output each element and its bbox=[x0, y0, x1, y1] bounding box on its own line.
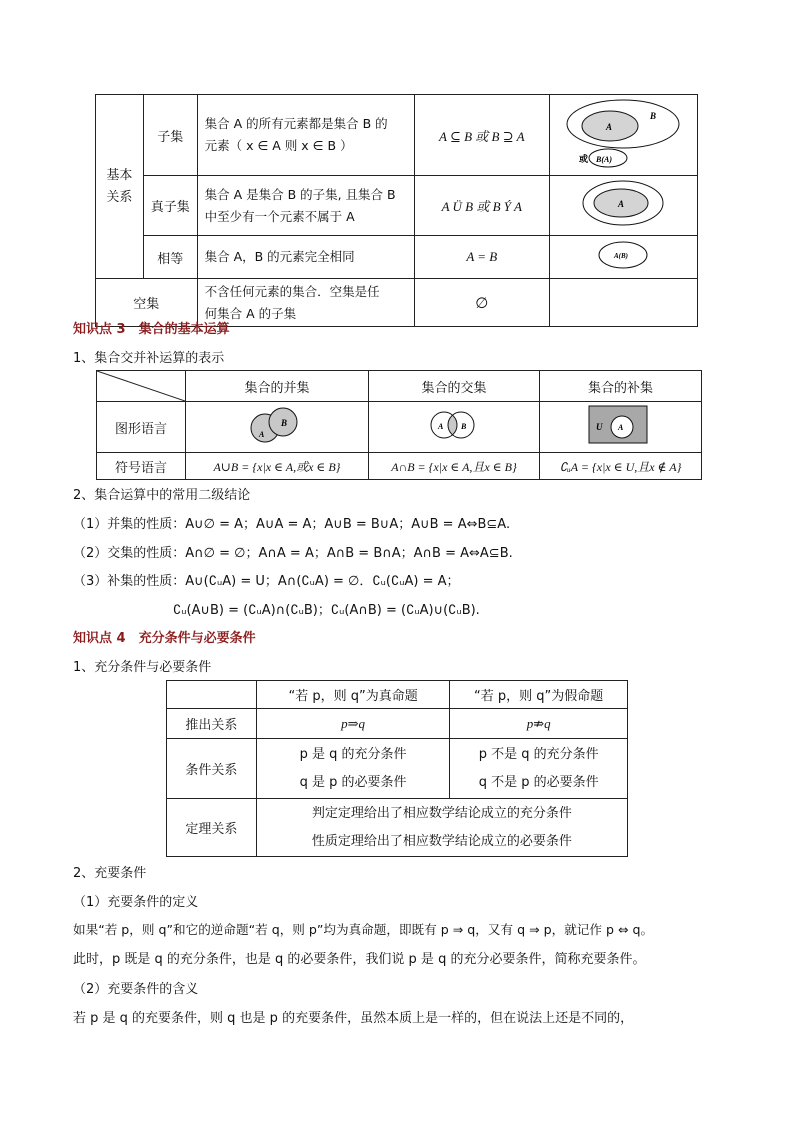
section-4-title: 知识点 4 充分条件与必要条件 bbox=[73, 631, 256, 646]
row-label-implication: 推出关系 bbox=[167, 709, 257, 739]
relation-symbol: A Ü B 或 B Ý A bbox=[414, 176, 549, 236]
diagonal-line bbox=[97, 371, 185, 401]
implies-true: p⇒q bbox=[256, 709, 450, 739]
row-label-graphic: 图形语言 bbox=[97, 402, 186, 453]
header-union: 集合的并集 bbox=[186, 371, 369, 402]
meaning-line: 若 p 是 q 的充要条件，则 q 也是 p 的充要条件，虽然本质上是一样的，但在说法上还是不同的， bbox=[73, 1011, 634, 1026]
complement-properties: （3）补集的性质：A∪(∁ᵤA) = U；A∩(∁ᵤA) = ∅．∁ᵤ(∁ᵤA) = A； bbox=[73, 574, 460, 589]
row-label-theorem: 定理关系 bbox=[167, 799, 257, 857]
complement-properties-cont: ∁ᵤ(A∪B) = (∁ᵤA)∩(∁ᵤB)；∁ᵤ(A∩B) = (∁ᵤA)∪(∁ᵤB). bbox=[173, 603, 480, 618]
implies-false: p⇏q bbox=[450, 709, 628, 739]
header-complement: 集合的补集 bbox=[540, 371, 702, 402]
header-false-proposition: “若 p，则 q”为假命题 bbox=[450, 681, 628, 709]
empty-header-cell bbox=[167, 681, 257, 709]
set-b-label: B bbox=[281, 418, 288, 428]
intersection-symbol: A∩B = {x|x ∈ A,且x ∈ B} bbox=[369, 453, 540, 480]
relation-name: 真子集 bbox=[143, 176, 197, 236]
set-b-label: B bbox=[461, 422, 467, 431]
outer-set-label: B bbox=[649, 111, 656, 121]
intersection-venn-diagram bbox=[369, 402, 539, 448]
table-row bbox=[96, 176, 698, 236]
definition-title: （1）充要条件的定义 bbox=[73, 895, 199, 910]
intersection-diagram-cell bbox=[369, 402, 540, 453]
condition-false-cell: p 不是 q 的充分条件 q 不是 p 的必要条件 bbox=[450, 739, 628, 799]
table-row bbox=[97, 402, 702, 453]
relation-definition: 集合 A 的所有元素都是集合 B 的 元素（ x ∈ A 则 x ∈ B ） bbox=[197, 95, 414, 176]
section-3-title: 知识点 3 集合的基本运算 bbox=[73, 322, 230, 337]
complement-venn-diagram bbox=[540, 402, 701, 448]
section-3-subtitle-1: 1、集合交并补运算的表示 bbox=[73, 351, 225, 366]
table-row bbox=[97, 453, 702, 480]
equal-diagram-cell bbox=[549, 236, 697, 279]
table-row bbox=[167, 739, 628, 799]
union-symbol: A∪B = {x|x ∈ A,或x ∈ B} bbox=[186, 453, 369, 480]
relation-definition: 不含任何元素的集合．空集是任 何集合 A 的子集 bbox=[197, 279, 414, 327]
union-diagram-cell bbox=[186, 402, 369, 453]
set-a-label: A bbox=[259, 430, 265, 439]
table-row bbox=[167, 709, 628, 739]
relation-name: 相等 bbox=[143, 236, 197, 279]
proper-subset-diagram-cell bbox=[549, 176, 697, 236]
union-properties: （1）并集的性质：A∪∅ = A；A∪A = A；A∪B = B∪A；A∪B = A⇔B⊆A. bbox=[73, 517, 511, 532]
table-row bbox=[167, 799, 628, 857]
equal-venn-diagram bbox=[550, 236, 697, 274]
relation-symbol: A ⊆ B 或 B ⊇ A bbox=[414, 95, 549, 176]
relation-definition: 集合 A，B 的元素完全相同 bbox=[197, 236, 414, 279]
complement-symbol: ∁ᵤA = {x|x ∈ U,且x ∉ A} bbox=[540, 453, 702, 480]
section-3-subtitle-2: 2、集合运算中的常用二级结论 bbox=[73, 488, 251, 503]
condition-true-cell: p 是 q 的充分条件 q 是 p 的必要条件 bbox=[256, 739, 450, 799]
union-venn-diagram bbox=[186, 402, 368, 448]
table-row bbox=[96, 95, 698, 176]
universal-set-label: U bbox=[596, 422, 603, 432]
condition-table bbox=[166, 680, 628, 857]
alt-note: 或 bbox=[578, 154, 588, 164]
set-operations-table bbox=[96, 370, 702, 480]
inner-set-label: A bbox=[617, 199, 624, 209]
row-label-symbol: 符号语言 bbox=[97, 453, 186, 480]
meaning-title: （2）充要条件的含义 bbox=[73, 982, 199, 997]
alt-set-label: B(A) bbox=[595, 155, 612, 164]
empty-diagram-cell bbox=[549, 279, 697, 327]
table-row bbox=[96, 236, 698, 279]
relation-symbol: A = B bbox=[414, 236, 549, 279]
intersection-properties: （2）交集的性质：A∩∅ = ∅；A∩A = A；A∩B = B∩A；A∩B = A⇔A⊆B. bbox=[73, 546, 513, 561]
row-label-condition: 条件关系 bbox=[167, 739, 257, 799]
equal-set-label: A(B) bbox=[613, 252, 628, 260]
table-header-row bbox=[167, 681, 628, 709]
definition-line-2: 此时，p 既是 q 的充分条件，也是 q 的必要条件，我们说 p 是 q 的充分必要条件，简称充要条件。 bbox=[73, 952, 646, 967]
basic-relation-group-label: 基本 关系 bbox=[96, 95, 144, 279]
definition-line-1: 如果“若 p，则 q”和它的逆命题“若 q，则 p”均为真命题，即既有 p ⇒ q，又有 q ⇒ p，就记作 p ⇔ q。 bbox=[73, 922, 654, 937]
table-header-row bbox=[97, 371, 702, 402]
subset-diagram-cell bbox=[549, 95, 697, 176]
relation-definition: 集合 A 是集合 B 的子集, 且集合 B 中至少有一个元素不属于 A bbox=[197, 176, 414, 236]
relation-name: 空集 bbox=[96, 279, 198, 327]
complement-diagram-cell bbox=[540, 402, 702, 453]
inner-set-label: A bbox=[605, 122, 612, 132]
set-a-label: A bbox=[438, 422, 444, 431]
section-4-subtitle-1: 1、充分条件与必要条件 bbox=[73, 660, 212, 675]
relation-name: 子集 bbox=[143, 95, 197, 176]
proper-subset-venn-diagram bbox=[550, 176, 697, 231]
empty-set-symbol: ∅ bbox=[414, 279, 549, 327]
header-true-proposition: “若 p，则 q”为真命题 bbox=[256, 681, 450, 709]
diagonal-corner-cell bbox=[97, 371, 186, 402]
section-4-subtitle-2: 2、充要条件 bbox=[73, 866, 147, 881]
subset-venn-diagram bbox=[550, 95, 697, 171]
relations-table bbox=[95, 94, 698, 327]
theorem-cell: 判定定理给出了相应数学结论成立的充分条件 性质定理给出了相应数学结论成立的必要条件 bbox=[256, 799, 627, 857]
header-intersection: 集合的交集 bbox=[369, 371, 540, 402]
set-a-label: A bbox=[618, 423, 624, 432]
